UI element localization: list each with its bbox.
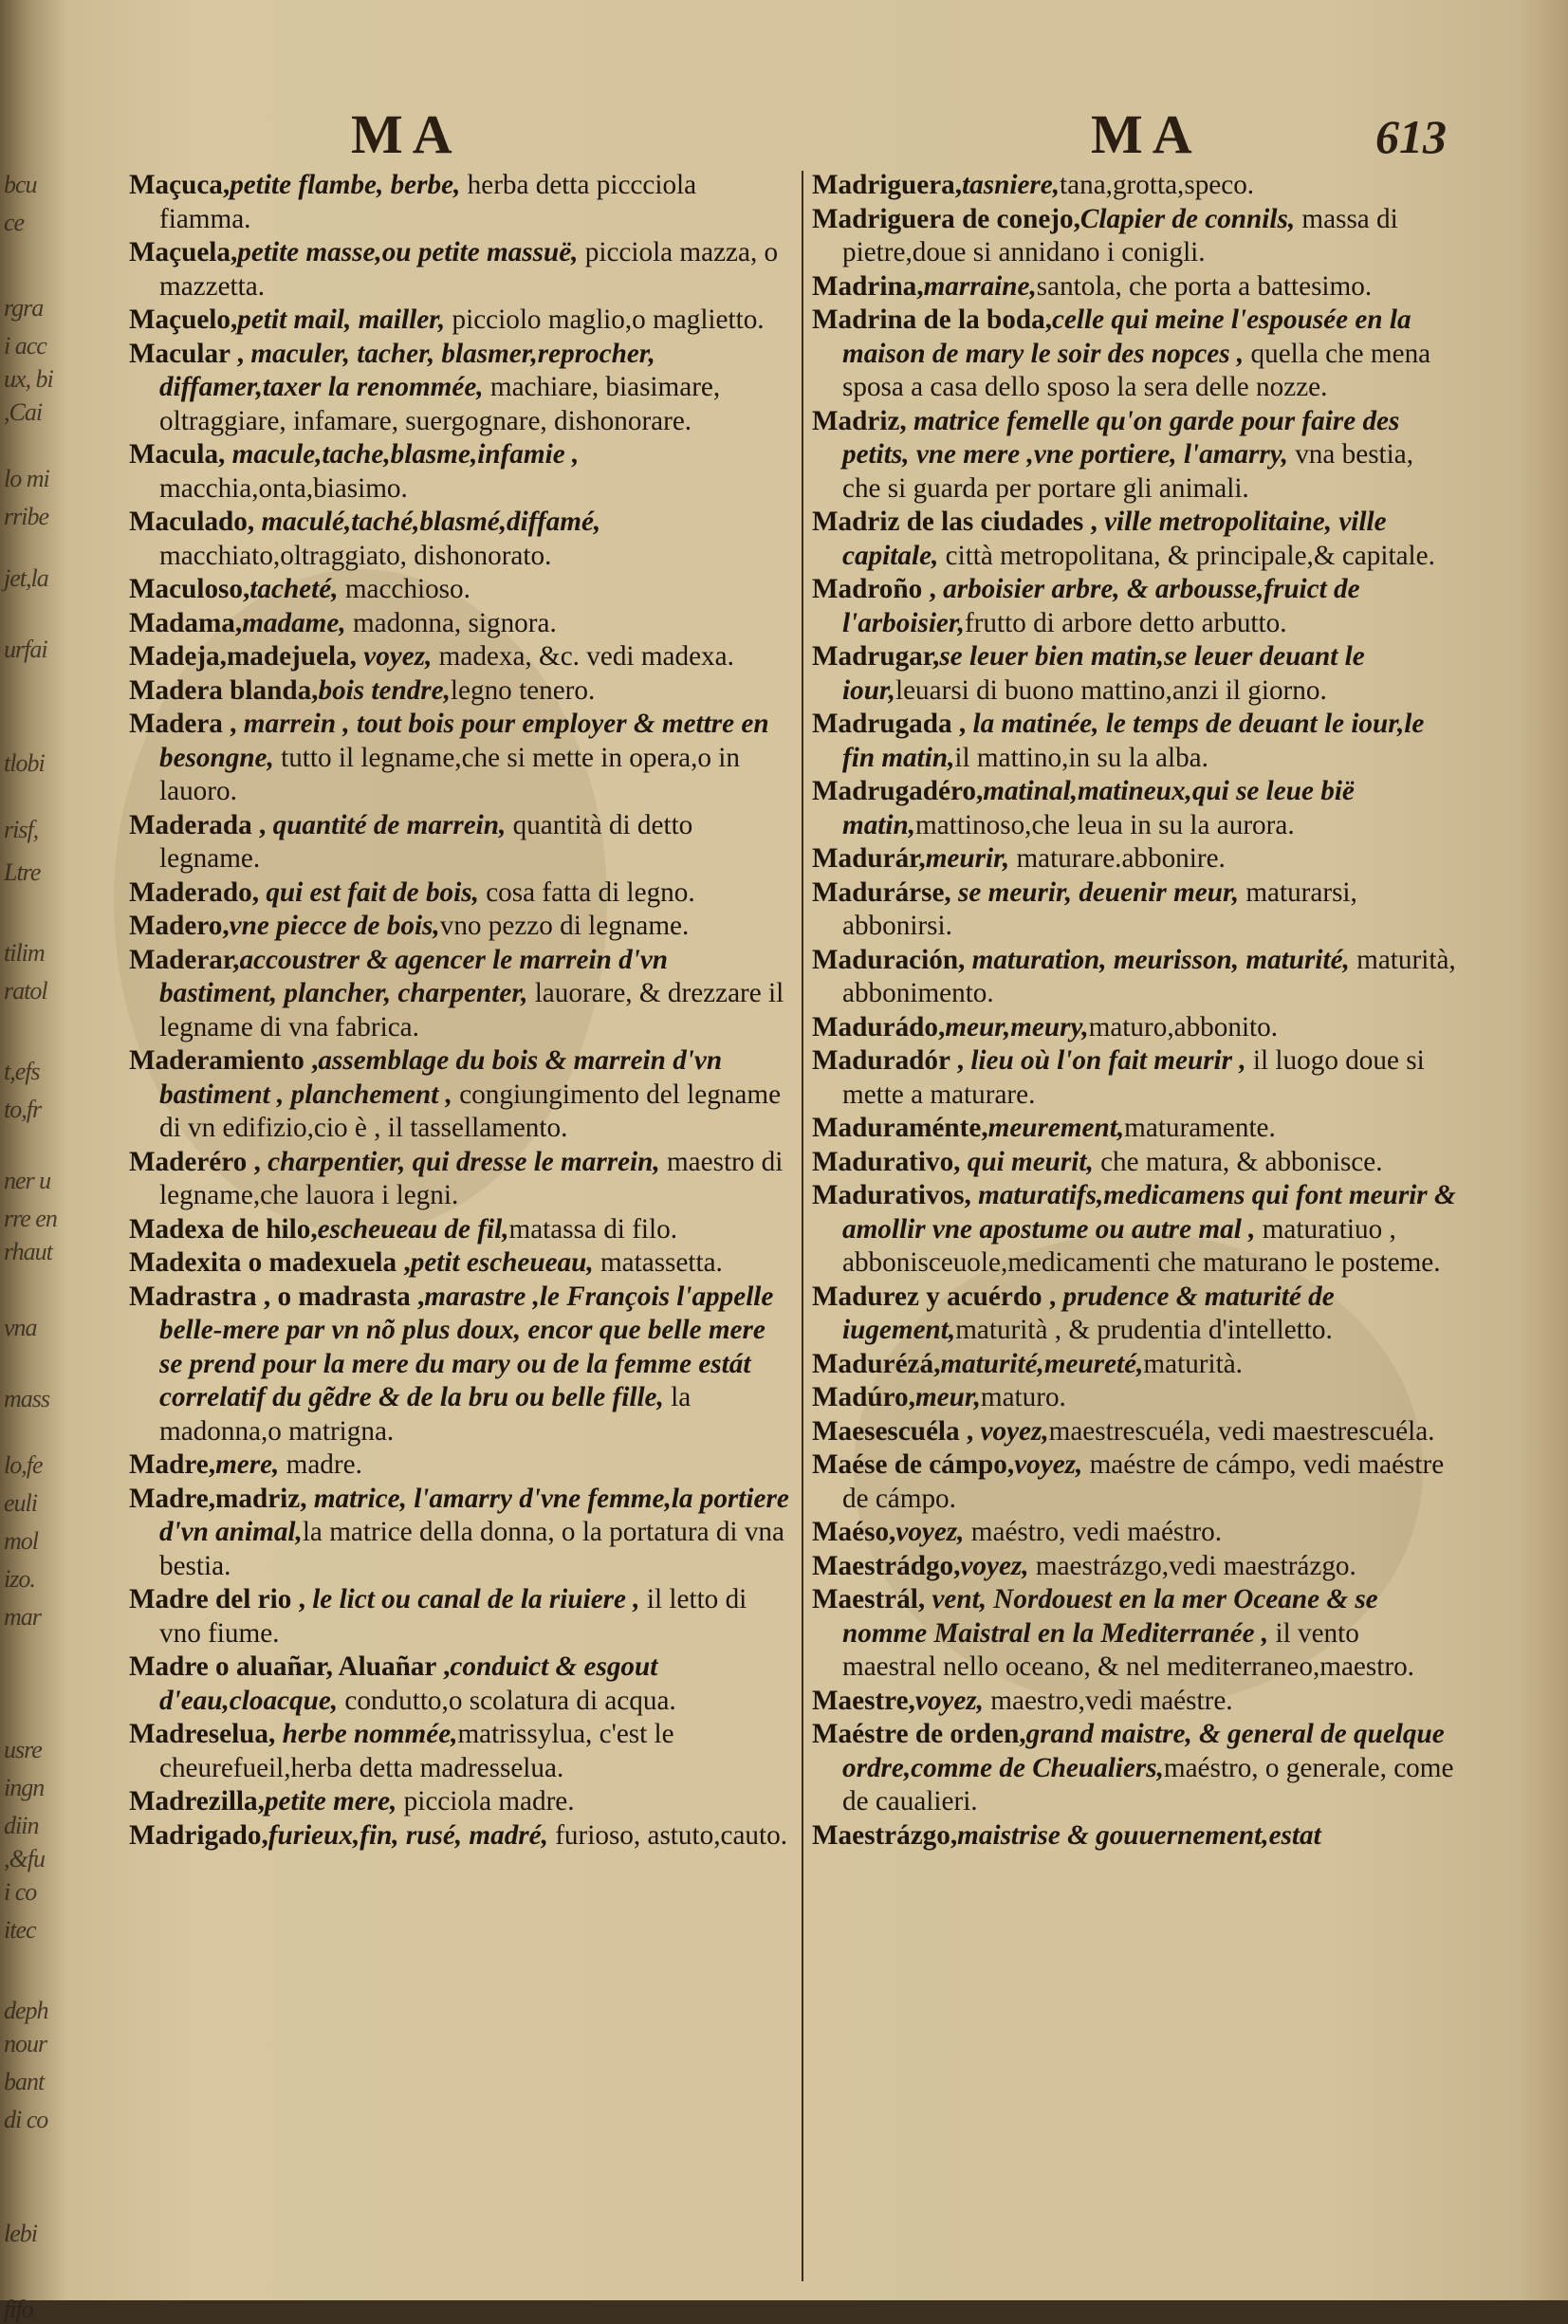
french-gloss: mere, [215,1449,280,1480]
italian-gloss: massa di pietre,doue si annidano i conigli. [842,203,1398,267]
headword: Maestrázgo, [812,1819,958,1851]
italian-gloss: picciola madre. [397,1786,575,1817]
dictionary-entry [812,708,1457,775]
italian-gloss: maestro di legname,che lauora i legni. [159,1146,784,1210]
dictionary-entry [812,842,1457,876]
italian-gloss: maturamente. [1124,1113,1276,1143]
italian-gloss: maturo. [980,1382,1066,1412]
french-gloss: meur, [914,1382,981,1412]
french-gloss: vne piecce de bois, [229,911,440,941]
french-gloss: arboisier arbre, & arbousse,fruict de l'arboisier, [842,574,1360,638]
italian-gloss: quella che mena sposa a casa dello sposo la sera delle nozze. [842,338,1431,402]
italian-gloss: la matrice della donna, o la portatura di vna bestia. [159,1517,784,1581]
headword: Maduraménte, [812,1113,988,1143]
italian-gloss: la madonna,o matrigna. [159,1382,692,1447]
french-gloss: meur,meury, [945,1011,1089,1042]
dictionary-entry [812,1348,1457,1382]
headword: Madre del rio , [129,1584,305,1614]
french-gloss: petite masse,ou petite massuë, [237,237,579,267]
italian-gloss: maturità. [1143,1348,1243,1379]
french-gloss: vent, Nordouest en la mer Oceane & se nomme Maistral en la Mediterranée , [842,1584,1378,1649]
column-divider [802,171,803,2281]
dictionary-entry [129,640,791,674]
dictionary-entry [812,1112,1457,1146]
french-gloss: assemblage du bois & marrein d'vn bastiment , planchement , [159,1045,723,1110]
headword: Madurádo, [812,1011,946,1042]
headword: Madama, [129,607,243,638]
headword: Madurez y acuérdo , [812,1281,1057,1312]
headword: Madera , [129,709,237,739]
italian-gloss: maturità, abbonimento. [842,944,1456,1008]
headword: Madroño , [812,574,936,604]
dictionary-entry [129,304,791,338]
headword: Madurativo, [812,1146,961,1177]
french-gloss: petite flambe, berbe, [230,170,461,200]
french-gloss: marrein , tout bois pour employer & mettre en besongne, [159,709,769,773]
french-gloss: maturité,meureté, [940,1348,1144,1379]
italian-gloss: maestrázgo,vedi maestrázgo. [1028,1550,1356,1581]
french-gloss: se meurir, deuenir meur, [950,876,1240,908]
dictionary-entry [129,1483,791,1584]
dictionary-entry [812,1381,1457,1415]
french-gloss: celle qui meine l'espousée en la maison de mary le soir des nopces , [842,304,1411,369]
headword: Madexa de hilo, [129,1213,318,1245]
italian-gloss: il vento maestral nello oceano, & nel mediterraneo,maestro. [842,1617,1414,1682]
italian-gloss: macchioso. [338,574,470,604]
dictionary-entry [129,1246,791,1281]
italian-gloss: maturare.abbonire. [1009,843,1226,874]
dictionary-entry [129,1651,791,1718]
italian-gloss: maestrescuéla, vedi maestrescuéla. [1048,1415,1435,1447]
italian-gloss: madonna, signora. [345,607,557,638]
french-gloss: prudence & maturité de iugement, [842,1281,1335,1345]
french-gloss: accoustrer & agencer le marrein d'vn bastiment, plancher, charpenter, [159,944,669,1008]
italian-gloss: mattinoso,che leua in su la aurora. [915,809,1295,840]
italian-gloss: il luogo doue si mette a maturare. [842,1045,1425,1110]
previous-page-edge: bcu ce rgra i acc ux, bi ,Cai lo mi rribe jet,la urfai tlobi risf, Ltre tilim ratol t,efs to,fr ner u rre en rhaut vna mass lo,fe euli mol izo. mar usre ingn diin ,&fu i co itec deph nour bant di co lebi fifo [4,171,57,2323]
dictionary-entry [812,1415,1457,1449]
dictionary-entry [129,438,791,506]
italian-gloss: herba detta piccciola fiamma. [159,170,697,234]
headword: Maderéro , [129,1146,261,1177]
headword: Maçuelo, [129,304,238,335]
french-gloss: maturation, meurisson, maturité, [965,944,1350,975]
dictionary-entry [812,304,1457,405]
french-gloss: voyez, [1014,1449,1083,1480]
french-gloss: voyez, [973,1415,1049,1447]
dictionary-entry [129,910,791,944]
headword: Maculado, [129,507,255,537]
dictionary-entry [812,405,1457,507]
french-gloss: qui meurit, [960,1146,1094,1177]
italian-gloss: tutto il legname,che si mette in opera,o in lauoro. [159,742,740,806]
italian-gloss: matassetta. [593,1247,723,1278]
dictionary-entry [812,944,1457,1011]
french-gloss: voyez, [914,1685,984,1716]
french-gloss: le lict ou canal de la riuiere , [304,1584,640,1614]
french-gloss: petit mail, mailler, [237,304,446,335]
italian-gloss: il mattino,in su la alba. [954,742,1208,773]
dictionary-entry [812,203,1457,270]
french-gloss: matinal,matineux,qui se leue bië matin, [842,776,1355,840]
dictionary-entry [129,573,791,607]
headword: Madrugar, [812,641,940,672]
french-gloss: petit escheueau, [410,1247,594,1278]
italian-gloss: lauorare, & drezzare il legname di vna fabrica. [159,978,784,1042]
italian-gloss: vno pezzo di legname. [439,911,690,941]
dictionary-entry [129,338,791,439]
headword: Madriguera, [812,170,963,200]
headword: Madrastra , o madrasta , [129,1281,425,1312]
french-gloss: la matinée, le temps de deuant le iour,le fin matin, [842,709,1425,773]
italian-gloss: madre. [279,1449,362,1480]
headword: Maculoso, [129,574,250,604]
dictionary-entry [129,1718,791,1785]
dictionary-entry [129,708,791,809]
headword: Madurár, [812,843,926,874]
french-gloss: maturatifs,medicamens qui font meurir & amollir vne apostume ou autre mal , [842,1180,1456,1245]
dictionary-entry [129,1819,791,1854]
headword: Maestrál, [812,1584,926,1614]
headword: Maderamiento , [129,1045,319,1076]
headword: Maçuela, [129,237,238,267]
headword: Madre,madriz, [129,1483,307,1514]
headword: Madriguera de conejo, [812,203,1080,234]
italian-gloss: maturità , & prudentia d'intelletto. [955,1315,1333,1345]
italian-gloss: cosa fatta di legno. [478,876,695,908]
headword: Madexita o madexuela , [129,1247,411,1278]
french-gloss: furieux,fin, rusé, madré, [267,1819,548,1851]
dictionary-entry [129,607,791,641]
italian-gloss: il letto di vno fiume. [159,1584,747,1649]
headword: Madurativos, [812,1180,971,1210]
running-head-left: MA [351,103,462,165]
dictionary-entry [129,169,791,236]
italian-gloss: città metropolitana, & principale,& capitale. [938,540,1435,571]
french-gloss: bois tendre, [318,674,451,706]
french-gloss: lieu où l'on fait meurir , [964,1045,1246,1076]
headword: Maéso, [812,1517,896,1547]
italian-gloss: maéstro, o generale, come de caualieri. [842,1752,1454,1817]
french-gloss: marraine, [923,270,1037,302]
dictionary-entry [812,169,1457,203]
french-gloss: charpentier, qui dresse le marrein, [260,1146,660,1177]
headword: Madrina, [812,270,924,302]
italian-gloss: maturarsi, abbonirsi. [842,876,1357,941]
italian-gloss: maéstro, vedi maéstro. [964,1517,1223,1547]
headword: Maderar, [129,944,240,975]
headword: Maéstre de orden, [812,1719,1026,1749]
french-gloss: meurir, [925,843,1010,874]
dictionary-entry [129,1785,791,1819]
french-gloss: voyez, [356,641,433,672]
headword: Madurárse, [812,876,951,908]
dictionary-entry [129,1044,791,1146]
headword: Madre o aluañar, Aluañar , [129,1651,451,1682]
dictionary-entry [812,1550,1457,1584]
headword: Madriz de las ciudades , [812,507,1098,537]
dictionary-entry [812,775,1457,842]
left-column [129,169,791,1853]
french-gloss: voyez, [895,1517,965,1547]
headword: Madurézá, [812,1348,941,1379]
french-gloss: escheueau de fil, [317,1213,509,1245]
italian-gloss: quantità di detto legname. [159,809,693,874]
french-gloss: maculer, tacher, blasmer,reprocher, diffamer,taxer la renommée, [159,338,655,402]
dictionary-entry [812,270,1457,304]
dictionary-entry [812,1685,1457,1719]
headword: Maduradór , [812,1045,965,1076]
running-head-right: MA [1091,103,1202,165]
french-gloss: herbe nommée, [275,1719,458,1749]
italian-gloss: macchiato,oltraggiato, dishonorato. [159,540,552,571]
headword: Maestrádgo, [812,1550,961,1581]
dictionary-entry [129,506,791,573]
italian-gloss: matrissylua, c'est le cheurefueil,herba detta madresselua. [159,1719,674,1783]
italian-gloss: maturo,abbonito. [1088,1011,1279,1042]
headword: Macula, [129,439,226,470]
dictionary-entry [812,1011,1457,1045]
italian-gloss: frutto di arbore detto arbutto. [964,607,1287,638]
headword: Madero, [129,911,230,941]
headword: Maesescuéla , [812,1415,974,1447]
italian-gloss: maestro,vedi maéstre. [983,1685,1233,1716]
french-gloss: tacheté, [249,574,339,604]
headword: Maderada , [129,809,267,840]
headword: Madrezilla, [129,1786,265,1817]
headword: Maderado, [129,876,260,908]
dictionary-entry [812,1448,1457,1516]
dictionary-entry [129,1146,791,1213]
headword: Madeja,madejuela, [129,641,357,672]
page-number: 613 [1375,110,1447,163]
italian-gloss: furioso, astuto,cauto. [547,1819,788,1851]
dictionary-entry [129,809,791,876]
italian-gloss: maturatiuo , abbonisceuole,medicamenti che maturano le posteme. [842,1213,1441,1278]
dictionary-entry [812,1281,1457,1348]
headword: Maçuca, [129,170,231,200]
french-gloss: maculé,taché,blasmé,diffamé, [254,507,601,537]
dictionary-entry [812,1819,1457,1854]
dictionary-entry [812,1044,1457,1112]
french-gloss: macule,tache,blasme,infamie , [225,439,580,470]
headword: Madrigado, [129,1819,268,1851]
dictionary-entry [812,1718,1457,1819]
french-gloss: Clapier de connils, [1079,203,1296,234]
right-column [812,169,1457,1853]
headword: Madúro, [812,1382,915,1412]
french-gloss: tasniere, [962,170,1061,200]
italian-gloss: madexa, &c. vedi madexa. [432,641,734,672]
italian-gloss: santola, che porta a battesimo. [1036,270,1373,302]
italian-gloss: macchia,onta,biasimo. [159,472,408,504]
dictionary-entry [812,573,1457,640]
italian-gloss: matassa di filo. [508,1213,678,1245]
dictionary-entry [812,1179,1457,1281]
italian-gloss: legno tenero. [450,674,596,706]
italian-gloss: picciolo maglio,o maglietto. [445,304,765,335]
french-gloss: conduict & esgout d'eau,cloacque, [159,1651,658,1716]
dictionary-entry [129,1281,791,1449]
french-gloss: grand maistre, & general de quelque ordre,comme de Cheualiers, [842,1719,1445,1783]
headword: Madre, [129,1449,216,1480]
french-gloss: meurement, [987,1113,1125,1143]
headword: Maése de cámpo, [812,1449,1015,1480]
italian-gloss: vna bestia, che si guarda per portare gli animali. [842,439,1414,504]
french-gloss: se leuer bien matin,se leuer deuant le iour, [842,641,1365,706]
headword: Madrugada , [812,709,967,739]
italian-gloss: condutto,o scolatura di acqua. [338,1685,676,1716]
italian-gloss: picciola mazza, o mazzetta. [159,237,779,302]
dictionary-entry [129,236,791,304]
dictionary-entry [129,1213,791,1247]
dictionary-entry [129,944,791,1045]
french-gloss: marastre ,le François l'appelle belle-mere par vn nõ plus doux, encor que belle mere se prend pour la mere du mary ou de la femme estát correlatif du gẽdre & de la bru ou belle fille, [159,1281,774,1412]
italian-gloss: che matura, & abbonisce. [1093,1146,1383,1177]
french-gloss: voyez, [960,1550,1029,1581]
french-gloss: quantité de marrein, [266,809,507,840]
headword: Macular , [129,338,245,369]
french-gloss: qui est fait de bois, [259,876,479,908]
dictionary-entry [129,674,791,709]
french-gloss: matrice, l'amarry d'vne femme,la portiere d'vn animal, [159,1483,789,1547]
italian-gloss: tana,grotta,speco. [1060,170,1255,200]
dictionary-entry [812,506,1457,573]
french-gloss: maistrise & gouuernement,estat [957,1819,1321,1851]
headword: Madreselua, [129,1719,276,1749]
dictionary-entry [812,1146,1457,1180]
headword: Maestre, [812,1685,915,1716]
dictionary-entry [129,1583,791,1651]
dictionary-entry [129,1448,791,1483]
french-gloss: matrice femelle qu'on garde pour faire des petits, vne mere ,vne portiere, l'amarry, [842,405,1400,470]
italian-gloss: congiungimento del legname di vn edifizio,cio è , il tassellamento. [159,1079,782,1143]
dictionary-entry [812,640,1457,708]
french-gloss: ville metropolitaine, ville capitale, [842,507,1387,571]
headword: Madriz, [812,405,907,436]
headword: Madrugadéro, [812,776,984,806]
headword: Madrina de la boda, [812,304,1052,335]
dictionary-entry [812,876,1457,944]
italian-gloss: maéstre de cámpo, vedi maéstre de cámpo. [842,1449,1445,1514]
italian-gloss: leuarsi di buono mattino,anzi il giorno. [895,674,1327,706]
headword: Madera blanda, [129,674,319,706]
dictionary-entry [812,1583,1457,1685]
dictionary-entry [129,876,791,911]
dictionary-entry [812,1516,1457,1550]
italian-gloss: machiare, biasimare, oltraggiare, infamare, suergognare, dishonorare. [159,372,721,436]
french-gloss: petite mere, [264,1786,397,1817]
headword: Maduración, [812,944,966,975]
french-gloss: madame, [242,607,346,638]
